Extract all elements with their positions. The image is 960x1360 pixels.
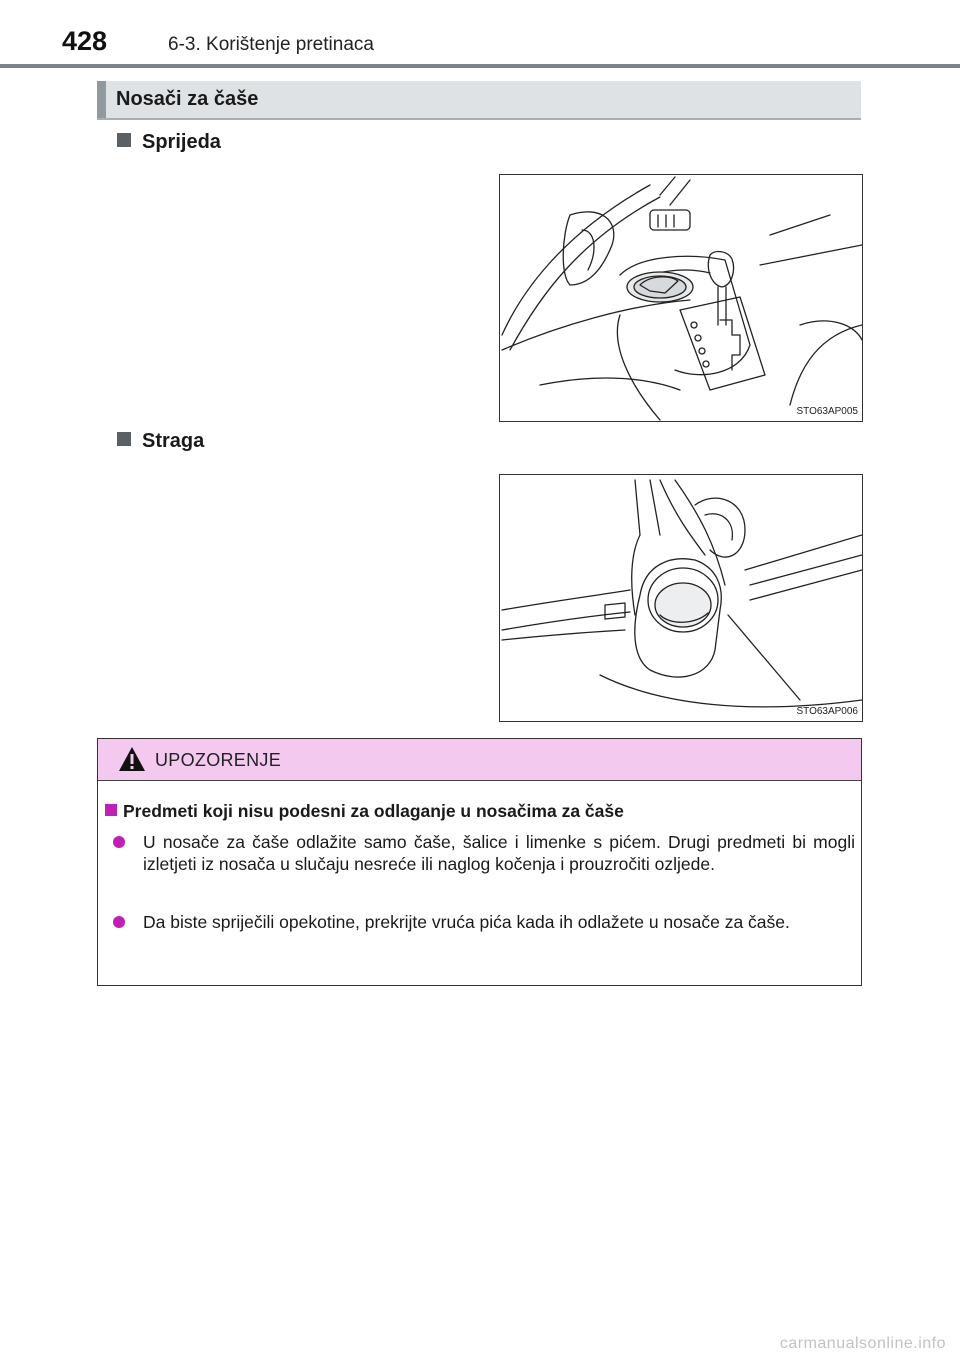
bullet-dot-icon [113, 916, 125, 928]
section-title-bar [97, 81, 861, 120]
figure-code-front: STO63AP005 [796, 406, 858, 417]
square-bullet-icon [117, 133, 131, 147]
subheading-rear [117, 430, 204, 453]
front-cup-holder-illustration [500, 175, 862, 421]
bullet-dot-icon [113, 836, 125, 848]
warning-item-title [105, 801, 624, 822]
footer-watermark: carmanualsonline.info [779, 1335, 946, 1352]
warning-bullet [113, 831, 855, 875]
warning-item-title-text: Predmeti koji nisu podesni za odlaganje u nosačima za čaše [123, 801, 624, 821]
page-header [0, 0, 960, 70]
rear-cup-holder-illustration [500, 475, 862, 721]
section-title: Nosači za čaše [116, 88, 259, 110]
figure-code-rear: STO63AP006 [796, 706, 858, 717]
page-number: 428 [62, 26, 108, 56]
magenta-square-icon [105, 804, 117, 816]
warning-bullet-text: U nosače za čaše odlažite samo čaše, šalice i limenke s pićem. Drugi predmeti bi mogli izletjeti iz nosača u slučaju nesreće ili naglog kočenja i prouzročiti ozljede. [143, 832, 855, 874]
square-bullet-icon [117, 432, 131, 446]
subheading-rear-label: Straga [142, 430, 205, 452]
warning-bullet-text: Da biste spriječili opekotine, prekrijte vruća pića kada ih odlažete u nosače za čaše. [143, 912, 790, 932]
warning-header [98, 739, 861, 781]
figure-front-cup-holder [499, 174, 863, 422]
header-rule [0, 64, 960, 68]
warning-bullet [113, 911, 855, 933]
warning-triangle-icon [118, 746, 146, 772]
warning-box [97, 738, 862, 986]
figure-rear-cup-holder [499, 474, 863, 722]
subheading-front-label: Sprijeda [142, 131, 221, 153]
subheading-front [117, 131, 221, 154]
warning-label: UPOZORENJE [155, 750, 282, 770]
section-bar-accent [97, 81, 106, 118]
chapter-title: 6-3. Korištenje pretinaca [168, 34, 374, 55]
